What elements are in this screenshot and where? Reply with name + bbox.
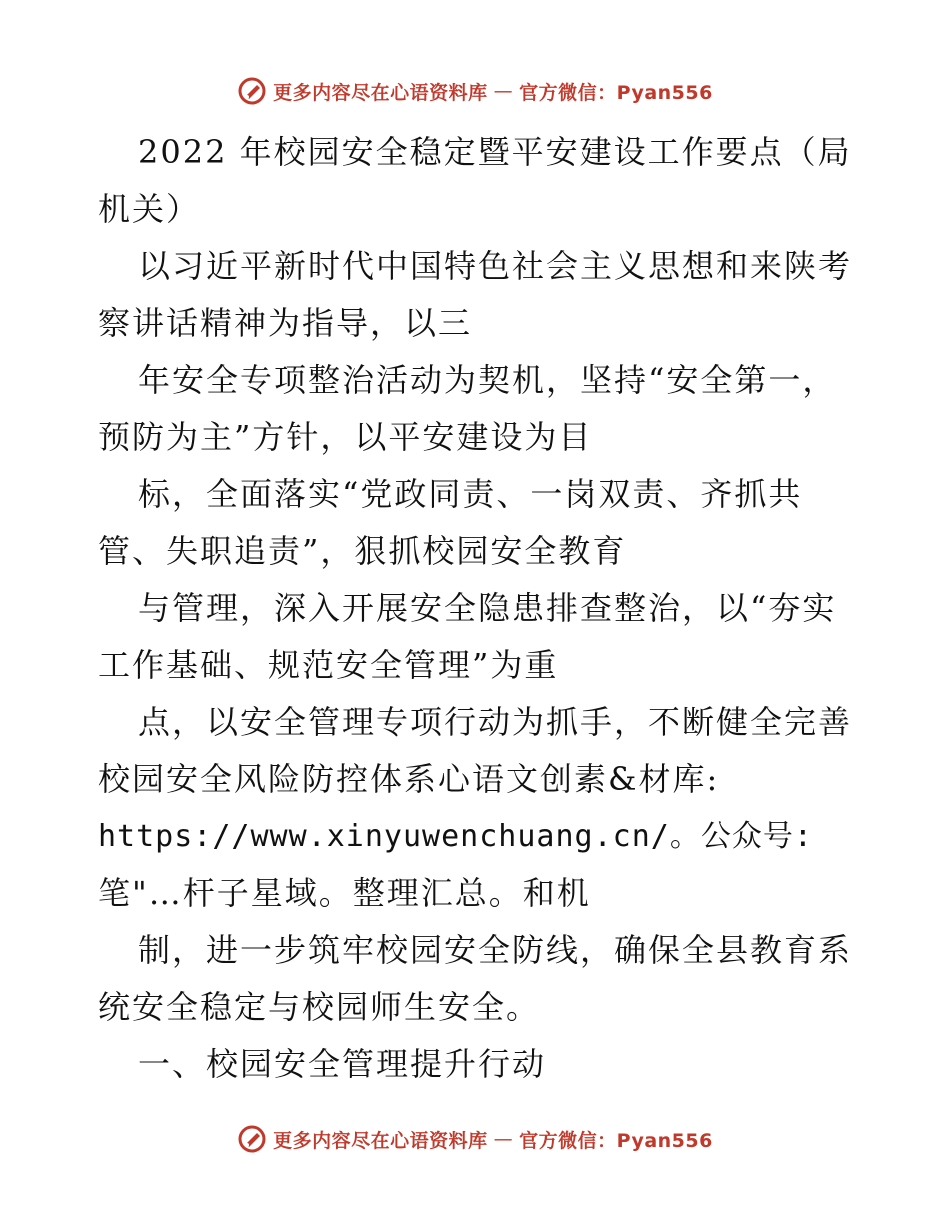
p3-line-2: 管、失职追责”，狠抓校园安全教育 [98, 532, 627, 570]
watermark-text: 更多内容尽在心语资料库 [273, 81, 488, 104]
p6-line-1: 制，进一步筑牢校园安全防线，确保全县教育系 [138, 931, 853, 969]
p5-line-2: 校园安全风险防控体系心语文创素&材库: [98, 760, 720, 798]
section-1-title: 一、校园安全管理提升行动 [138, 1045, 547, 1083]
footer-watermark [0, 1124, 950, 1154]
paragraph-4 [98, 580, 858, 694]
paragraph-6 [98, 922, 858, 1036]
paragraph-3 [98, 466, 858, 580]
document-title [98, 124, 858, 238]
paragraph-5 [98, 694, 858, 922]
p1-line-1: 以习近平新时代中国特色社会主义思想和来陕考 [138, 247, 853, 285]
paragraph-2 [98, 352, 858, 466]
section-heading-1 [98, 1036, 858, 1093]
paragraph-1 [98, 238, 858, 352]
watermark-official: 官方微信：Pyan556 [519, 81, 713, 104]
p5-line-4: 笔"…杆子星域。整理汇总。和机 [98, 874, 591, 912]
title-line-2: 机关） [98, 190, 201, 228]
p3-line-1: 标，全面落实“党政同责、一岗双责、齐抓共 [138, 475, 803, 513]
brand-logo-icon [237, 1124, 267, 1154]
header-watermark [0, 76, 950, 106]
p1-line-2: 察讲话精神为指导，以三 [98, 304, 473, 342]
watermark-separator: — [493, 80, 514, 102]
p5-url-line: https://www.xinyuwenchuang.cn/。公众号: [98, 819, 813, 854]
p2-line-2: 预防为主”方针，以平安建设为目 [98, 418, 593, 456]
p4-line-1: 与管理，深入开展安全隐患排查整治，以“夯实 [138, 589, 837, 627]
watermark-text: 更多内容尽在心语资料库 [273, 1129, 488, 1152]
p6-line-2: 统安全稳定与校园师生安全。 [98, 988, 541, 1026]
brand-logo-icon [237, 76, 267, 106]
document-body [98, 124, 858, 1093]
watermark-official: 官方微信：Pyan556 [519, 1129, 713, 1152]
title-line-1: 2022 年校园安全稳定暨平安建设工作要点（局 [138, 133, 852, 171]
watermark-separator: — [493, 1128, 514, 1150]
p5-line-1: 点，以安全管理专项行动为抓手，不断健全完善 [138, 703, 853, 741]
p2-line-1: 年安全专项整治活动为契机，坚持“安全第一， [138, 361, 837, 399]
p4-line-2: 工作基础、规范安全管理”为重 [98, 646, 559, 684]
